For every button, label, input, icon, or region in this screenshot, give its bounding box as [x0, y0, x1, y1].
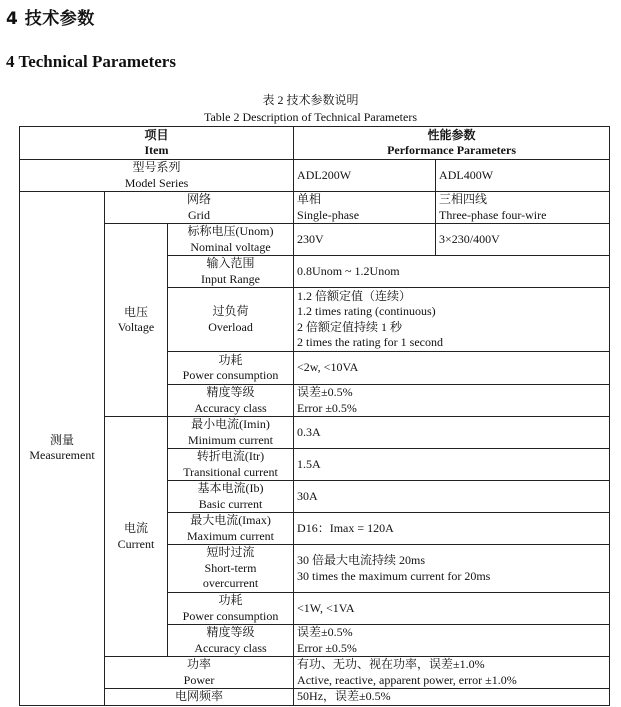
- measurement-label: [20, 192, 105, 706]
- current-cn: 电流: [123, 521, 148, 535]
- section-heading-en: 4 Technical Parameters: [6, 52, 176, 71]
- nominal-cn: 标称电压(Unom): [187, 224, 274, 238]
- power-cn: 功率: [187, 657, 212, 671]
- voltage-cn: 电压: [123, 304, 148, 319]
- power-v-en: Active, reactive, apparent power, error ±1.0%: [297, 672, 517, 687]
- grid-v2-en: Three-phase four-wire: [439, 207, 547, 222]
- short-overcurrent-value: [294, 545, 610, 593]
- model-label-cn: 型号系列: [132, 160, 181, 174]
- overload-line-4: 2 times the rating for 1 second: [297, 335, 443, 349]
- voltage-power-en: Power consumption: [182, 368, 279, 382]
- nominal-en: Nominal voltage: [190, 239, 271, 254]
- current-label: [105, 417, 168, 657]
- header-performance: [294, 127, 610, 160]
- short-overcurrent-line-1: 30 倍最大电流持续 20ms: [297, 553, 426, 567]
- short-overcurrent-line-2: 30 times the maximum current for 20ms: [297, 568, 491, 583]
- trans-current-value: 1.5A: [294, 449, 610, 481]
- overload-value: [294, 288, 610, 352]
- voltage-label: [105, 224, 168, 417]
- trans-current-en: Transitional current: [183, 464, 278, 479]
- current-accuracy-v-en: Error ±0.5%: [297, 640, 357, 655]
- nominal-voltage-value-2: 3×230/400V: [436, 224, 610, 256]
- voltage-accuracy-v-cn: 误差±0.5%: [297, 385, 353, 399]
- row-model-series: [20, 160, 610, 192]
- technical-parameters-table: [19, 126, 610, 706]
- current-accuracy-cn: 精度等级: [206, 625, 255, 639]
- nominal-voltage-label: [168, 224, 294, 256]
- voltage-power-label: [168, 352, 294, 385]
- row-nominal-voltage: [20, 224, 610, 256]
- header-item-en: Item: [144, 143, 169, 157]
- power-v-cn: 有功、无功、视在功率，误差±1.0%: [297, 657, 485, 671]
- voltage-power-cn: 功耗: [218, 352, 243, 367]
- voltage-power-value: <2w, <10VA: [294, 352, 610, 385]
- current-accuracy-en: Accuracy class: [194, 640, 267, 655]
- header-perf-en: Performance Parameters: [387, 143, 516, 157]
- overload-line-1: 1.2 倍额定值（连续）: [297, 288, 412, 303]
- frequency-label: 电网频率: [105, 689, 294, 706]
- basic-current-en: Basic current: [198, 496, 263, 511]
- input-range-en: Input Range: [201, 271, 261, 286]
- overload-line-2: 1.2 times rating (continuous): [297, 304, 436, 318]
- input-range-label: [168, 256, 294, 288]
- current-power-en: Power consumption: [182, 608, 279, 623]
- power-en: Power: [183, 672, 215, 687]
- grid-v2-cn: 三相四线: [439, 192, 488, 206]
- grid-value-2: [436, 192, 610, 224]
- power-label: [105, 657, 294, 689]
- model-adl400w: ADL400W: [436, 160, 610, 192]
- overload-en: Overload: [208, 319, 253, 334]
- min-current-en: Minimum current: [188, 432, 273, 447]
- grid-v1-en: Single-phase: [297, 207, 360, 222]
- grid-en: Grid: [188, 207, 211, 222]
- voltage-accuracy-label: [168, 385, 294, 417]
- header-perf-cn: 性能参数: [427, 127, 476, 142]
- current-power-cn: 功耗: [218, 593, 243, 607]
- max-current-label: [168, 513, 294, 545]
- header-item: [20, 127, 294, 160]
- voltage-en: Voltage: [117, 320, 155, 334]
- input-range-cn: 输入范围: [206, 256, 255, 270]
- trans-current-label: [168, 449, 294, 481]
- min-current-value: 0.3A: [294, 417, 610, 449]
- min-current-label: [168, 417, 294, 449]
- grid-v1-cn: 单相: [297, 192, 322, 206]
- row-minimum-current: [20, 417, 610, 449]
- header-item-cn: 项目: [144, 127, 169, 142]
- voltage-accuracy-v-en: Error ±0.5%: [297, 400, 357, 415]
- overload-cn: 过负荷: [212, 304, 249, 318]
- short-overcurrent-label: [168, 545, 294, 593]
- voltage-accuracy-value: [294, 385, 610, 417]
- current-accuracy-value: [294, 625, 610, 657]
- measurement-en: Measurement: [29, 448, 95, 463]
- short-overcurrent-en-1: Short-term: [204, 560, 257, 575]
- max-current-cn: 最大电流(Imax): [190, 513, 271, 527]
- model-label-en: Model Series: [124, 175, 189, 190]
- table-header-row: [20, 127, 610, 160]
- max-current-en: Maximum current: [187, 528, 274, 543]
- overload-label: [168, 288, 294, 352]
- grid-label: [105, 192, 294, 224]
- row-grid: [20, 192, 610, 224]
- grid-cn: 网络: [187, 192, 212, 206]
- measurement-cn: 测量: [49, 432, 74, 447]
- current-accuracy-v-cn: 误差±0.5%: [297, 625, 353, 639]
- short-overcurrent-en-2: overcurrent: [202, 576, 259, 591]
- voltage-accuracy-cn: 精度等级: [206, 385, 255, 399]
- model-series-label: [20, 160, 294, 192]
- trans-current-cn: 转折电流(Itr): [196, 449, 265, 463]
- frequency-value: 50Hz，误差±0.5%: [294, 689, 610, 706]
- max-current-value: D16：Imax = 120A: [294, 513, 610, 545]
- power-value: [294, 657, 610, 689]
- section-heading-cn: 4 技术参数: [6, 9, 95, 29]
- voltage-accuracy-en: Accuracy class: [194, 400, 267, 415]
- model-adl200w: ADL200W: [294, 160, 436, 192]
- basic-current-label: [168, 481, 294, 513]
- table-caption-en: Table 2 Description of Technical Parameters: [203, 110, 418, 124]
- current-accuracy-label: [168, 625, 294, 657]
- nominal-voltage-value-1: 230V: [294, 224, 436, 256]
- current-power-label: [168, 593, 294, 625]
- current-power-value: <1W, <1VA: [294, 593, 610, 625]
- current-en: Current: [117, 536, 155, 551]
- row-power: [20, 657, 610, 689]
- min-current-cn: 最小电流(Imin): [191, 417, 270, 431]
- short-overcurrent-cn: 短时过流: [206, 545, 255, 560]
- basic-current-cn: 基本电流(Ib): [197, 481, 264, 495]
- row-grid-frequency: [20, 689, 610, 706]
- overload-line-3: 2 倍额定值持续 1 秒: [297, 319, 403, 334]
- grid-value-1: [294, 192, 436, 224]
- basic-current-value: 30A: [294, 481, 610, 513]
- table-caption-cn: 表 2 技术参数说明: [262, 93, 359, 107]
- input-range-value: 0.8Unom ~ 1.2Unom: [294, 256, 610, 288]
